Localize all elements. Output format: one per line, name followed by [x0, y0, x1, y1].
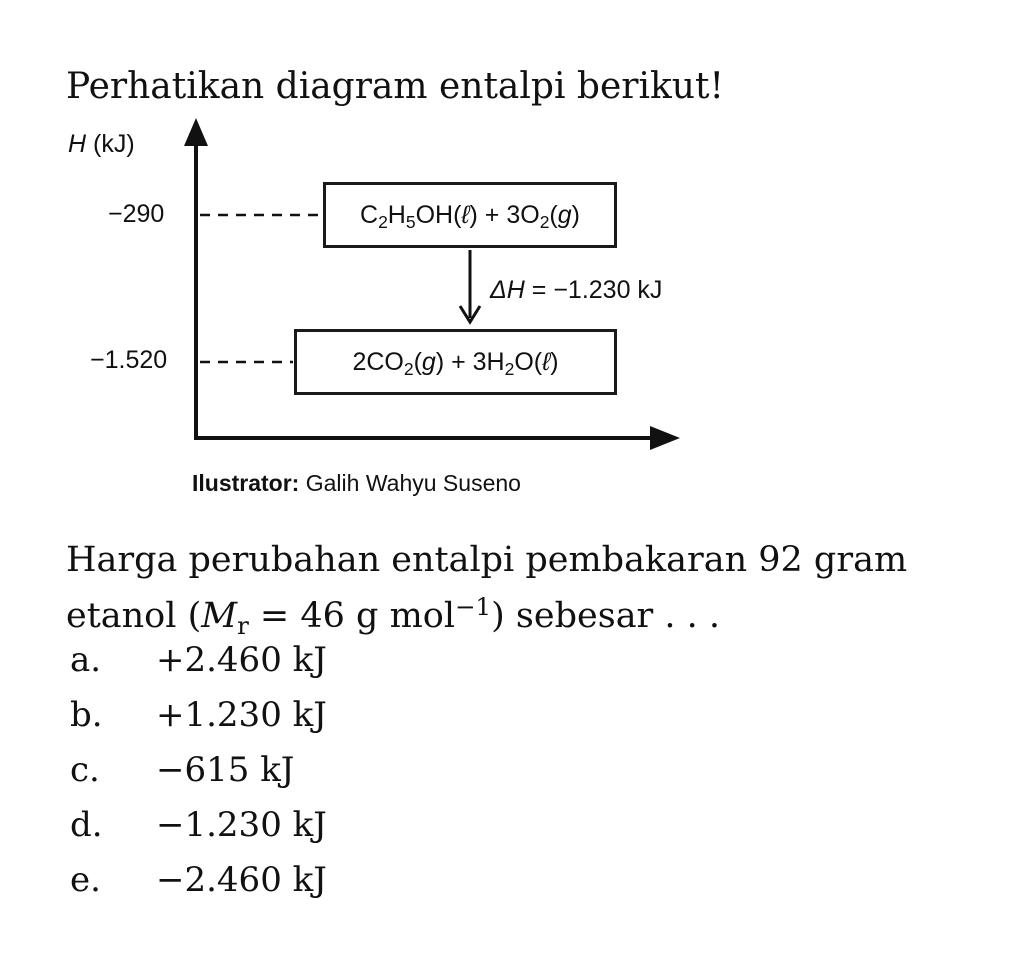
- credit-name: Galih Wahyu Suseno: [305, 470, 521, 496]
- option-c[interactable]: [70, 750, 294, 790]
- option-d[interactable]: [70, 805, 327, 845]
- question-text: [66, 532, 907, 644]
- reactants-box: [323, 182, 617, 248]
- option-e[interactable]: [70, 860, 327, 900]
- y-axis-symbol: H: [68, 130, 87, 158]
- delta-h-label: [490, 276, 662, 305]
- option-letter: d.: [70, 805, 103, 845]
- option-letter: b.: [70, 695, 103, 735]
- question-line-2: etanol ($M_r = 46$ g mol$^{-1}$) sebesar . . .: [66, 591, 721, 640]
- option-text: −2.460 kJ: [156, 860, 327, 900]
- products-formula: $2CO_2(g)$ + $3H_2O(\ell)$: [352, 347, 559, 379]
- products-box: [294, 329, 617, 395]
- option-text: −615 kJ: [156, 750, 295, 790]
- y-axis-unit: (kJ): [93, 130, 135, 158]
- level-2-value: −1.520: [90, 346, 168, 374]
- y-axis-arrowhead: [184, 118, 208, 146]
- intro-text: Perhatikan diagram entalpi berikut!: [66, 66, 724, 107]
- delta-h-symbol: ΔH: [490, 276, 525, 304]
- option-b[interactable]: [70, 695, 327, 735]
- option-letter: a.: [70, 640, 102, 680]
- delta-h-value: = −1.230 kJ: [531, 276, 663, 304]
- credit-label: Ilustrator:: [192, 470, 300, 496]
- level-1-value: −290: [108, 200, 165, 228]
- option-a[interactable]: [70, 640, 327, 680]
- option-text: +1.230 kJ: [156, 695, 327, 735]
- option-text: −1.230 kJ: [156, 805, 327, 845]
- option-text: +2.460 kJ: [156, 640, 327, 680]
- x-axis-arrowhead: [650, 426, 680, 450]
- reactants-formula: $C_2H_5OH(\ell) + 3O_2(g)$: [360, 200, 580, 232]
- illustrator-credit: [192, 470, 521, 497]
- option-letter: c.: [70, 750, 100, 790]
- question-line-1: Harga perubahan entalpi pembakaran 92 gram: [66, 540, 908, 580]
- option-letter: e.: [70, 860, 101, 900]
